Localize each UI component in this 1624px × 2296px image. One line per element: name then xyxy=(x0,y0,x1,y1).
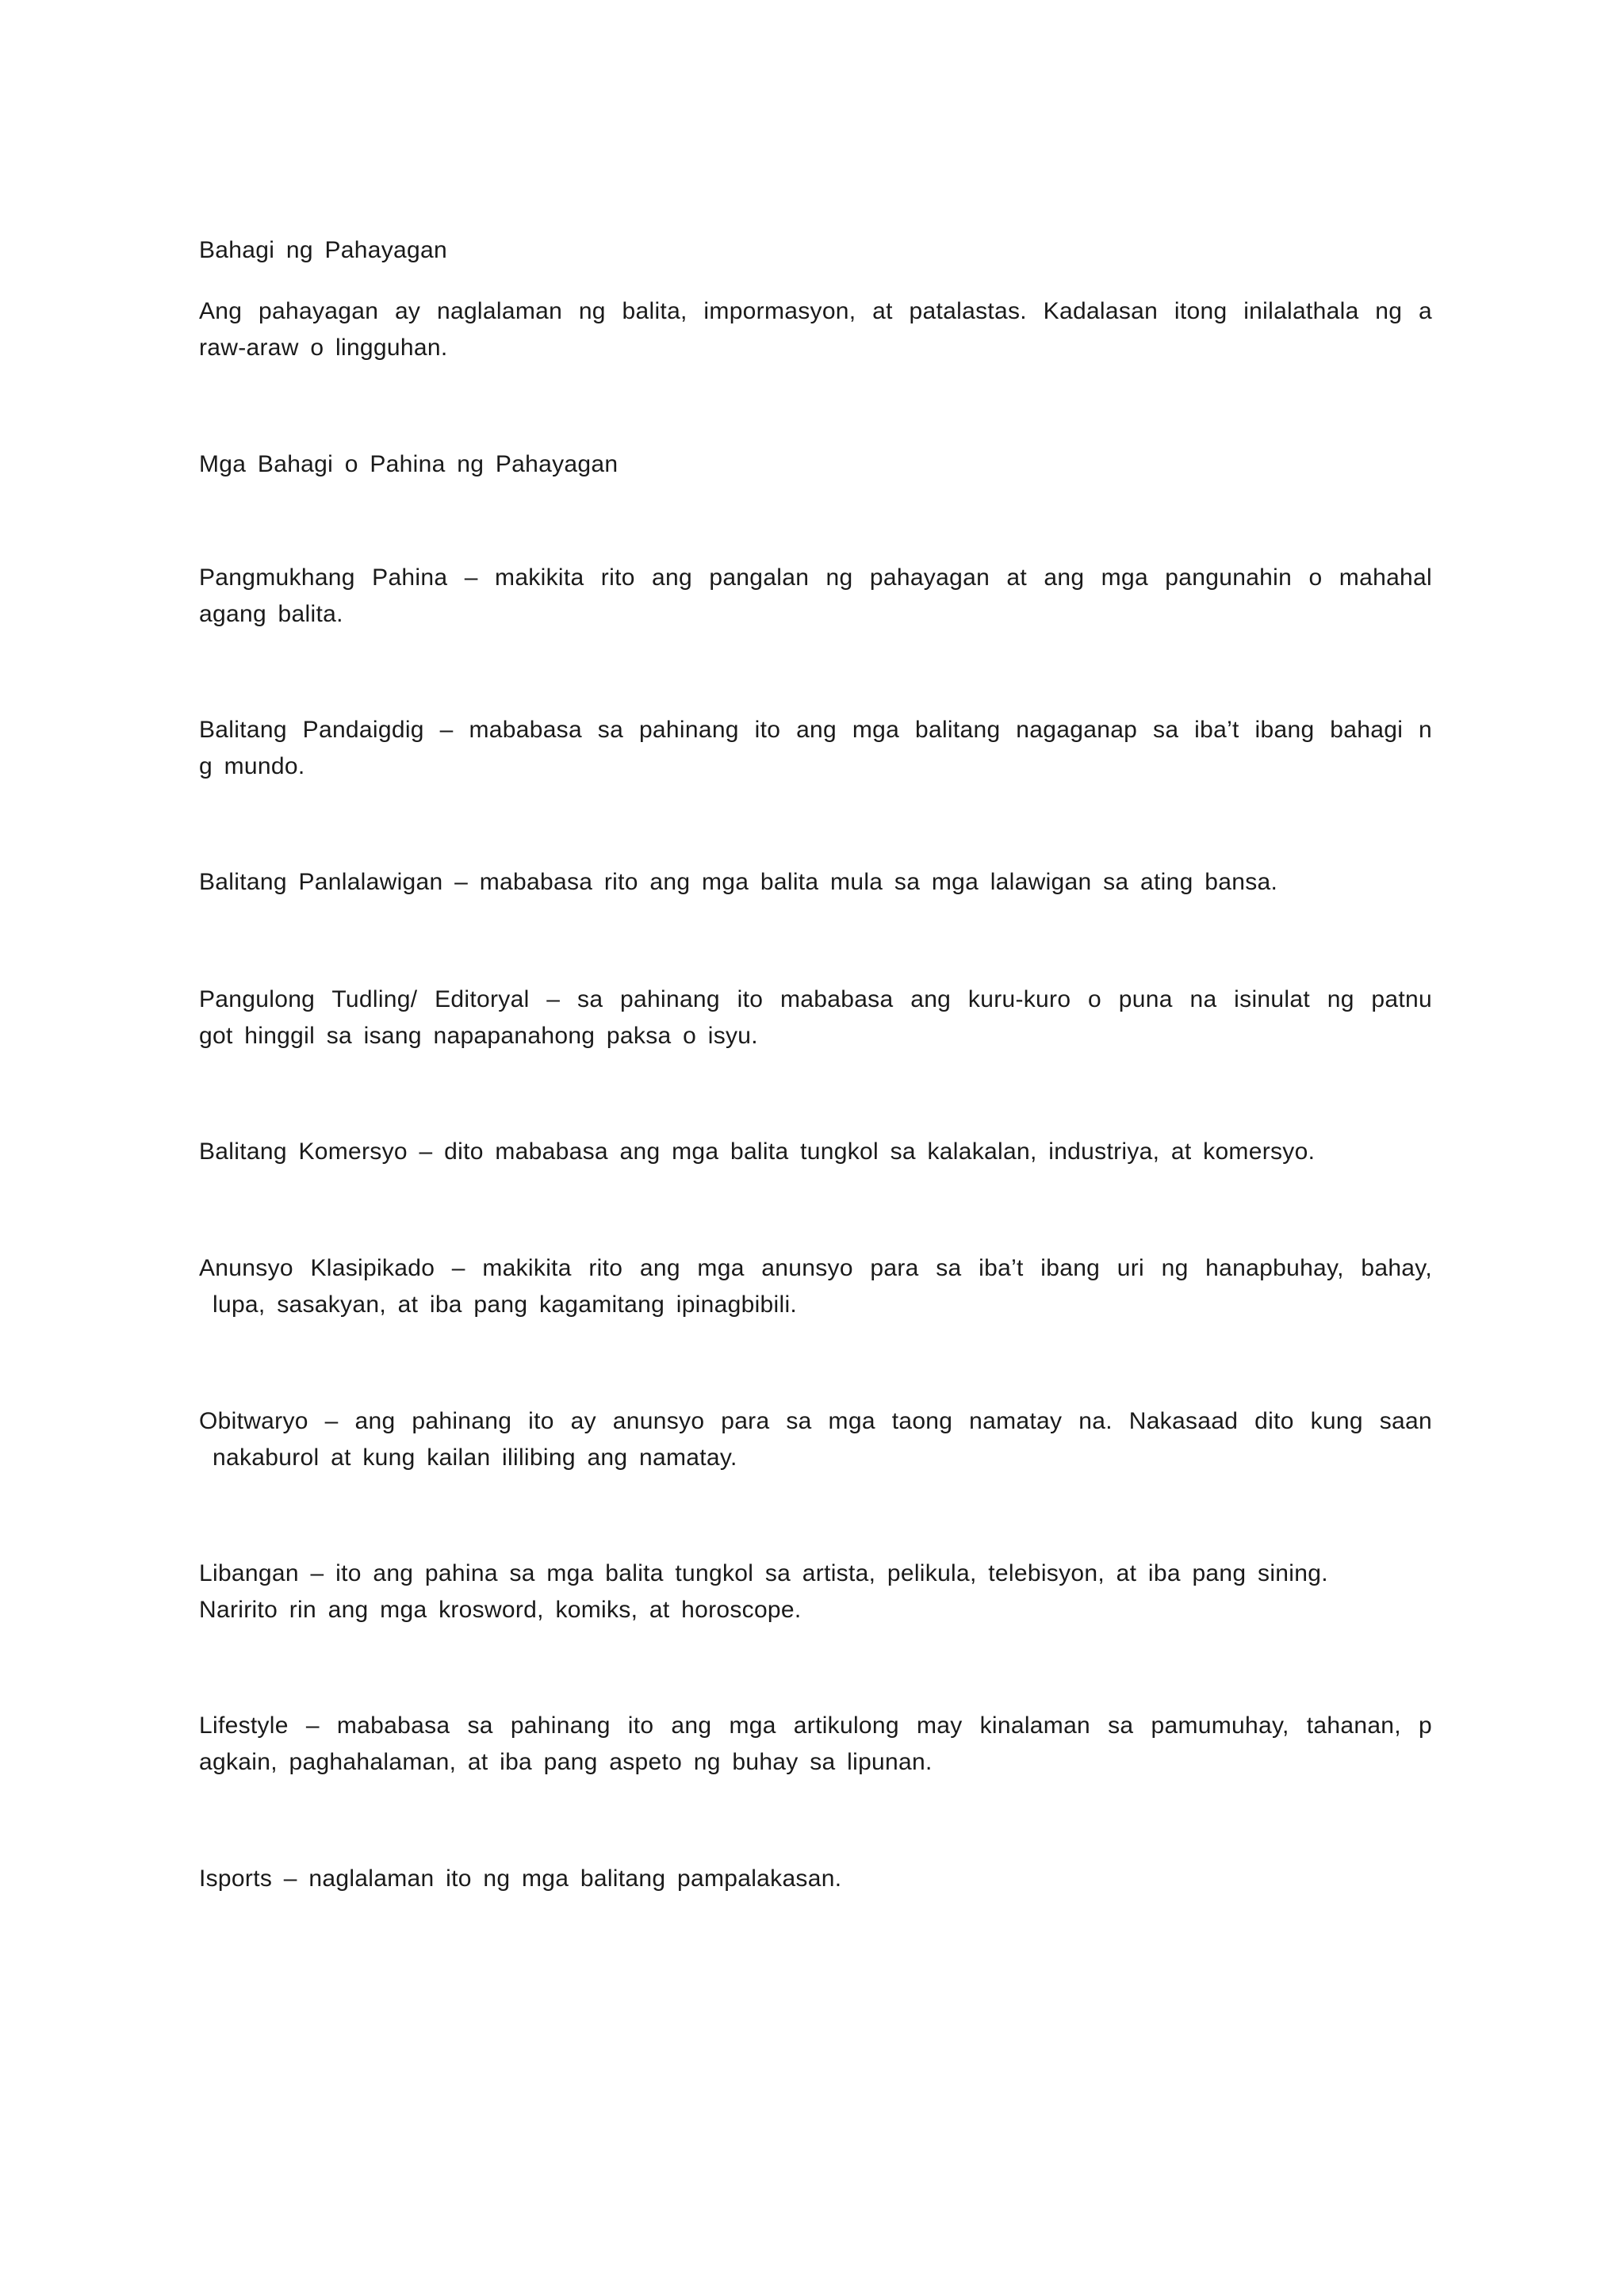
document-title: Bahagi ng Pahayagan xyxy=(199,237,447,263)
item-pangulong-tudling-line-1: Pangulong Tudling/ Editoryal – sa pahinang ito mababasa ang kuru-kuro o puna na isinulat ng patnu xyxy=(199,986,1432,1012)
item-libangan-line-1: Libangan – ito ang pahina sa mga balita tungkol sa artista, pelikula, telebisyon, at iba pang sining. xyxy=(199,1560,1328,1586)
section-heading: Mga Bahagi o Pahina ng Pahayagan xyxy=(199,451,619,477)
item-balitang-pandaigdig-line-2: g mundo. xyxy=(199,753,305,779)
item-anunsyo-klasipikado-line-1: Anunsyo Klasipikado – makikita rito ang mga anunsyo para sa iba’t ibang uri ng hanapbuhay, bahay, xyxy=(199,1255,1432,1281)
item-lifestyle-line-1: Lifestyle – mababasa sa pahinang ito ang mga artikulong may kinalaman sa pamumuhay, tahanan, p xyxy=(199,1712,1432,1739)
intro-line-2: raw-araw o lingguhan. xyxy=(199,335,448,361)
item-balitang-panlalawigan-line-1: Balitang Panlalawigan – mababasa rito ang mga balita mula sa mga lalawigan sa ating bansa. xyxy=(199,869,1278,895)
item-pangmukhang-pahina-line-1: Pangmukhang Pahina – makikita rito ang pangalan ng pahayagan at ang mga pangunahin o mahahal xyxy=(199,564,1432,591)
item-lifestyle-line-2: agkain, paghahalaman, at iba pang aspeto ng buhay sa lipunan. xyxy=(199,1749,933,1775)
item-pangmukhang-pahina-line-2: agang balita. xyxy=(199,601,343,627)
item-isports-line-1: Isports – naglalaman ito ng mga balitang pampalakasan. xyxy=(199,1866,842,1892)
item-obitwaryo-line-1: Obitwaryo – ang pahinang ito ay anunsyo para sa mga taong namatay na. Nakasaad dito kung saan xyxy=(199,1408,1432,1434)
item-pangulong-tudling-line-2: got hinggil sa isang napapanahong paksa o isyu. xyxy=(199,1023,758,1049)
item-balitang-komersyo-line-1: Balitang Komersyo – dito mababasa ang mga balita tungkol sa kalakalan, industriya, at komersyo. xyxy=(199,1138,1316,1165)
item-anunsyo-klasipikado-line-2: lupa, sasakyan, at iba pang kagamitang ipinagbibili. xyxy=(213,1292,798,1318)
item-balitang-pandaigdig-line-1: Balitang Pandaigdig – mababasa sa pahinang ito ang mga balitang nagaganap sa iba’t ibang bahagi n xyxy=(199,717,1432,743)
intro-line-1: Ang pahayagan ay naglalaman ng balita, impormasyon, at patalastas. Kadalasan itong inilalathala ng a xyxy=(199,298,1432,324)
item-libangan-line-2: Naririto rin ang mga krosword, komiks, at horoscope. xyxy=(199,1597,802,1623)
item-obitwaryo-line-2: nakaburol at kung kailan ililibing ang namatay. xyxy=(213,1445,737,1471)
